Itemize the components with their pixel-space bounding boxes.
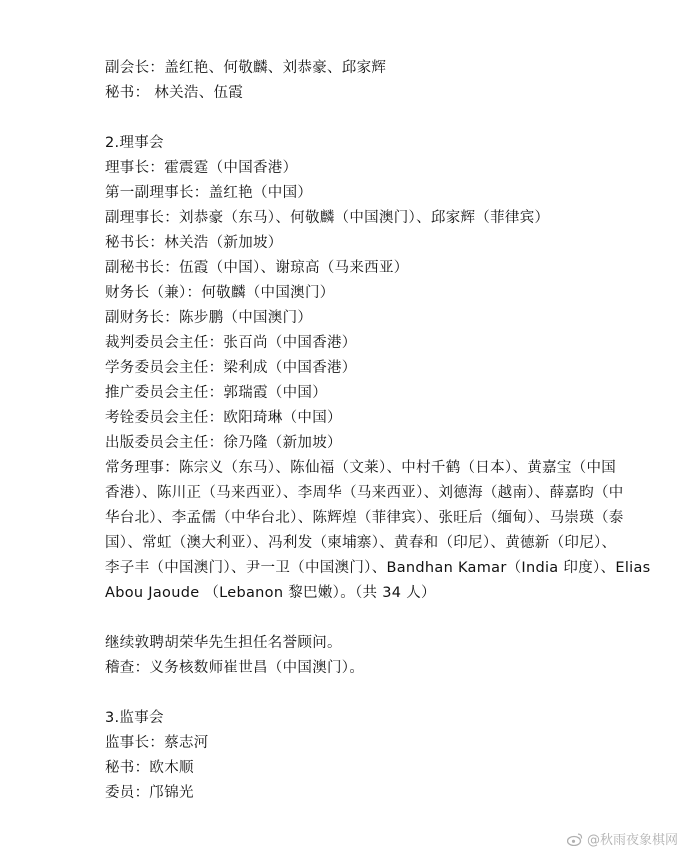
secretaries-line: 秘书： 林关浩、伍霞 [105, 85, 244, 101]
council-line: 华台北）、李孟儒（中华台北）、陈辉煌（菲律宾）、张旺后（缅甸）、马崇瑛（泰 [105, 510, 624, 526]
council-line: 香港）、陈川正（马来西亚）、李周华（马来西亚）、刘德海（越南）、薛嘉昀（中 [105, 485, 624, 501]
council-line: 推广委员会主任：郭瑞霞（中国） [105, 385, 327, 401]
weibo-logo-icon [567, 832, 583, 846]
council-line: 出版委员会主任：徐乃隆（新加坡） [105, 435, 342, 451]
council-line: 副财务长：陈步鹏（中国澳门） [105, 310, 313, 326]
council-line: 考铨委员会主任：欧阳琦琳（中国） [105, 410, 342, 426]
supervisory-heading: 3.监事会 [105, 710, 164, 726]
council-line: 秘书长：林关浩（新加坡） [105, 235, 283, 251]
watermark-text: @秋雨夜象棋网 [586, 833, 678, 848]
council-line: 副秘书长：伍霞（中国）、谢琼高（马来西亚） [105, 260, 409, 276]
council-line: 副理事长：刘恭豪（东马）、何敬麟（中国澳门）、邱家辉（菲律宾） [105, 210, 550, 226]
supervisory-line: 委员：邝锦光 [105, 785, 194, 801]
council-line: 财务长（兼）：何敬麟（中国澳门） [105, 285, 335, 301]
council-line: 常务理事：陈宗义（东马）、陈仙福（文莱）、中村千鹤（日本）、黄嘉宝（中国 [105, 460, 617, 476]
supervisory-line: 秘书：欧木顺 [105, 760, 194, 776]
supervisory-line: 监事长：蔡志河 [105, 735, 209, 751]
honorary-advisor-note: 继续敦聘胡荣华先生担任名誉顾问。 [105, 635, 342, 651]
council-line: 李子丰（中国澳门）、尹一卫（中国澳门）、Bandhan Kamar（India 印度）、Elias [105, 560, 651, 576]
council-heading: 2.理事会 [105, 135, 164, 151]
council-line: 裁判委员会主任：张百尚（中国香港） [105, 335, 357, 351]
watermark [567, 829, 678, 848]
auditor-note: 稽查：义务核数师崔世昌（中国澳门）。 [105, 660, 365, 676]
council-line: 学务委员会主任：梁利成（中国香港） [105, 360, 357, 376]
council-line: Abou Jaoude （Lebanon 黎巴嫩）。（共 34 人） [105, 585, 436, 601]
vice-presidents-line: 副会长：盖红艳、何敬麟、刘恭豪、邱家辉 [105, 60, 387, 76]
council-line: 国）、常虹（澳大利亚）、冯利发（柬埔寨）、黄春和（印尼）、黄德新（印尼）、 [105, 535, 617, 551]
council-line: 理事长：霍震霆（中国香港） [105, 160, 298, 176]
council-line: 第一副理事长：盖红艳（中国） [105, 185, 313, 201]
